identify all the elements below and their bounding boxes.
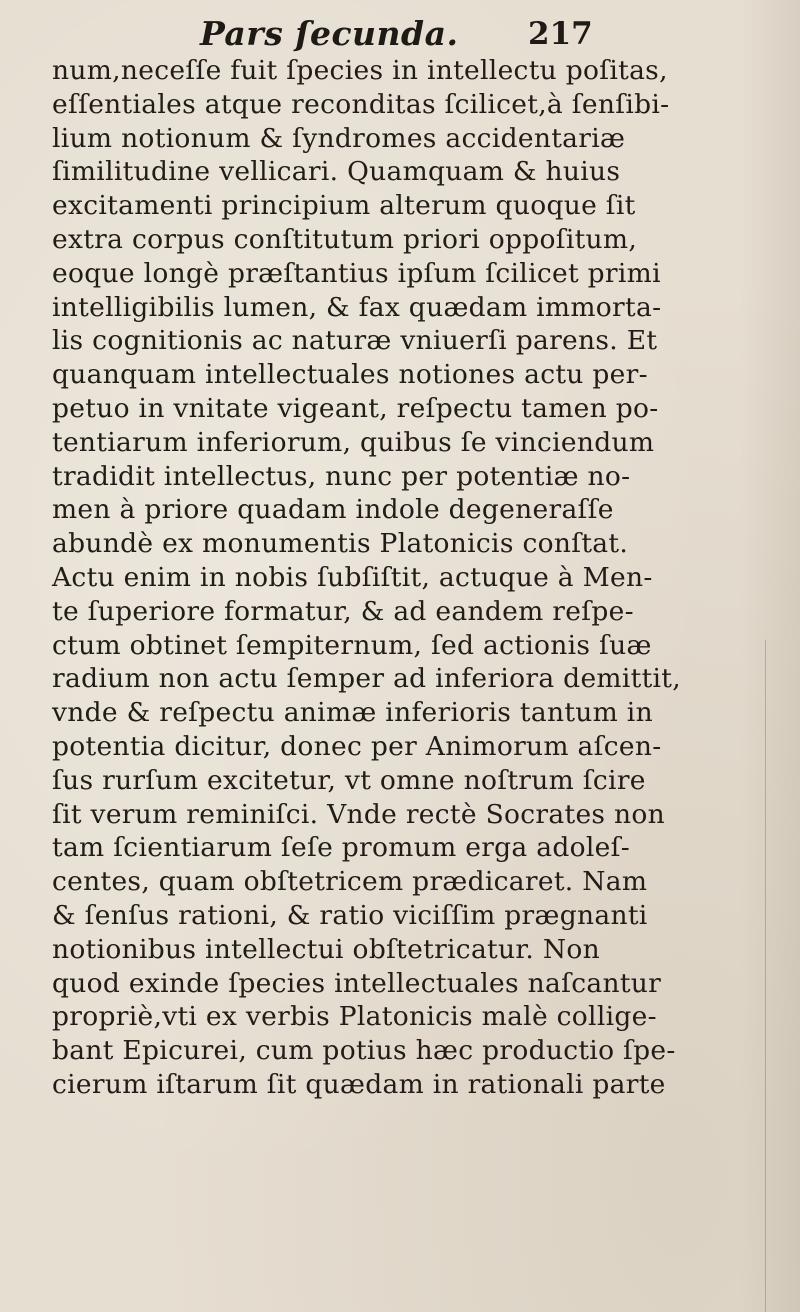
text-line: quanquam intellectuales notiones actu per- — [52, 359, 648, 391]
text-line: te ſuperiore formatur, & ad eandem reſpe- — [52, 595, 634, 627]
text-line: excitamenti principium alterum quoque ſit — [52, 190, 636, 222]
text-line: num,neceſſe fuit ſpecies in intellectu poſitas, — [52, 55, 668, 86]
text-line: ctum obtinet ſempiternum, ſed actionis ſuæ — [52, 629, 652, 661]
text-line: ſit verum reminiſci. Vnde rectè Socrates non — [52, 798, 666, 830]
text-line: cierum iſtarum ſit quædam in rationali parte — [52, 1068, 666, 1100]
text-line: lis cognitionis ac naturæ vniuerſi parens. Et — [52, 325, 658, 357]
text-line: extra corpus conſtitutum priori oppoſitum, — [52, 223, 638, 255]
text-line: men à priore quadam indole degeneraſſe — [52, 494, 614, 526]
running-head: Pars ſecunda. — [200, 14, 459, 53]
text-line: abundè ex monumentis Platonicis conſtat. — [52, 528, 629, 560]
text-line: bant Epicurei, cum potius hæc productio ſpe- — [52, 1035, 676, 1067]
text-line: intelligibilis lumen, & fax quædam immorta- — [52, 291, 662, 323]
body-text — [52, 54, 681, 1102]
text-line: ſimilitudine vellicari. Quamquam & huius — [52, 156, 621, 188]
text-line: Actu enim in nobis ſubſiſtit, actuque à Men- — [52, 561, 653, 593]
page-number: 217 — [528, 16, 593, 52]
text-line: tradidit intellectus, nunc per potentiæ no- — [52, 460, 631, 492]
text-line: petuo in vnitate vigeant, reſpectu tamen po- — [52, 392, 659, 424]
page-header — [0, 12, 800, 56]
text-line: radium non actu ſemper ad inferiora demittit, — [52, 663, 681, 695]
margin-rule — [765, 640, 766, 1312]
page-edge-shadow — [740, 0, 800, 1312]
text-line: eoque longè præſtantius ipſum ſcilicet primi — [52, 257, 661, 289]
text-line: quod exinde ſpecies intellectuales naſcantur — [52, 967, 662, 999]
text-line: vnde & reſpectu animæ inferioris tantum in — [52, 697, 653, 729]
text-line: & ſenſus rationi, & ratio viciſſim prægnanti — [52, 899, 648, 931]
text-line: propriè,vti ex verbis Platonicis malè collige- — [52, 1001, 657, 1033]
text-line: lium notionum & ſyndromes accidentariæ — [52, 122, 626, 154]
text-line: notionibus intellectui obſtetricatur. Non — [52, 933, 600, 965]
text-line: tam ſcientiarum ſeſe promum erga adoleſ- — [52, 832, 630, 864]
text-line: eſſentiales atque reconditas ſcilicet,à ſenſibi- — [52, 88, 670, 120]
text-line: tentiarum inferiorum, quibus ſe vinciendum — [52, 426, 655, 458]
text-line: centes, quam obſtetricem prædicaret. Nam — [52, 866, 648, 898]
text-line: potentia dicitur, donec per Animorum aſcen- — [52, 730, 662, 762]
text-line: ſus rurſum excitetur, vt omne noſtrum ſcire — [52, 764, 646, 796]
